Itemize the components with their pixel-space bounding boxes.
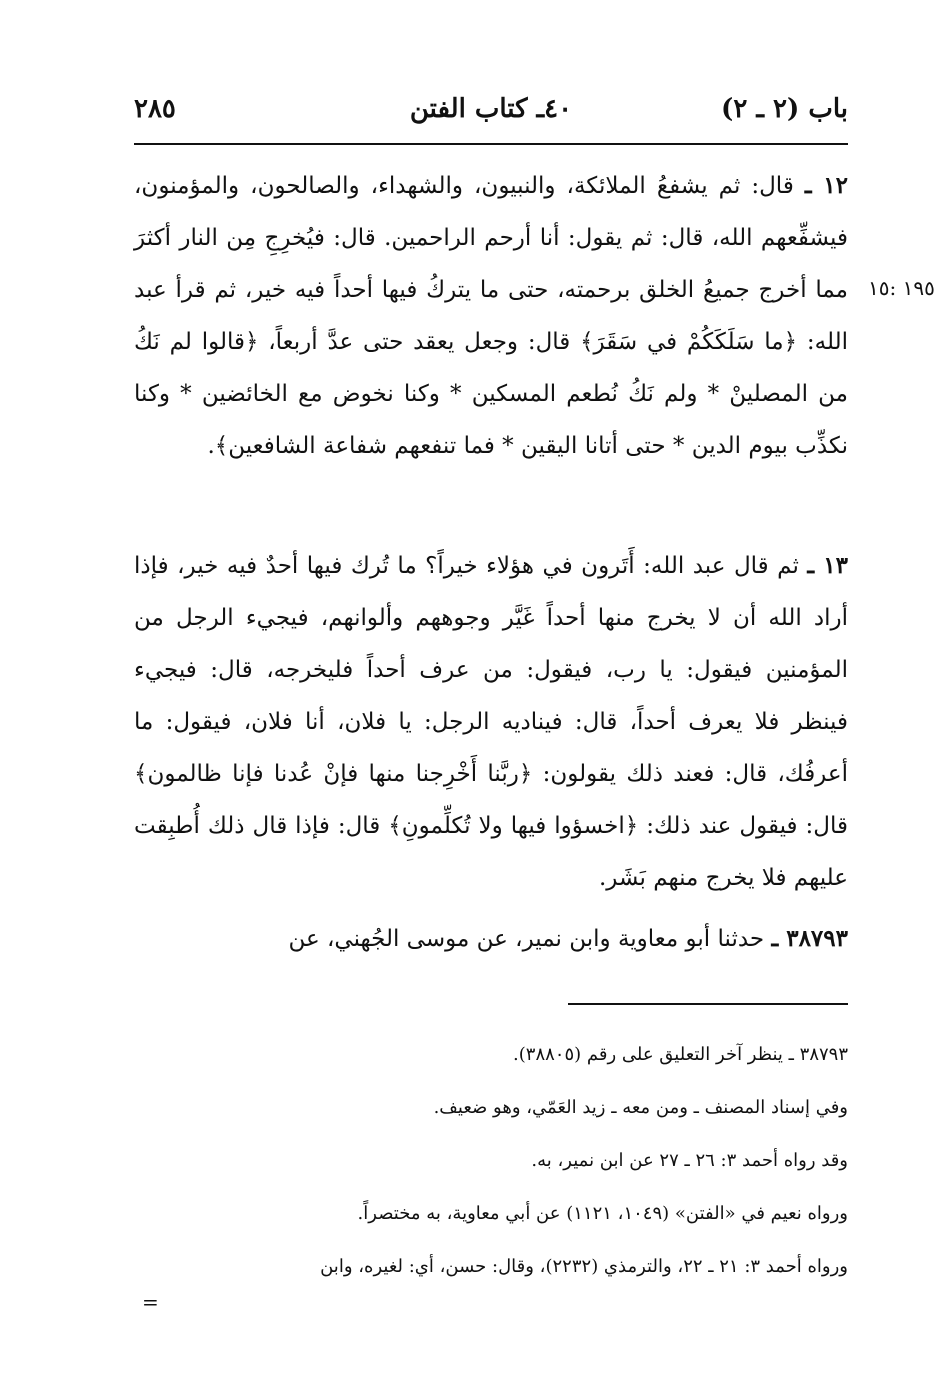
footnote-line: ورواه أحمد ٣: ٢١ ـ ٢٢، والترمذي (٢٢٣٢)، وقال: حسن، أي: لغيره، وابن: [320, 1256, 848, 1277]
header-rule: [134, 143, 848, 145]
page-number: ٢٨٥: [134, 94, 176, 124]
hadith-38793: [134, 913, 848, 965]
footnotes: [134, 1028, 848, 1293]
continuation-mark: =: [142, 1290, 159, 1314]
paragraph-number: ١٣ ـ: [807, 552, 849, 579]
footnote-line: وقد رواه أحمد ٣: ٢٦ ـ ٢٧ عن ابن نمير، به.: [531, 1150, 848, 1171]
paragraph-12: [134, 160, 848, 472]
page-header: [134, 90, 848, 134]
paragraph-text: ثم قال عبد الله: أَتَرون في هؤلاء خيراً؟ ما تُرك فيها أحدٌ فيه خير، فإذا أراد الله أن لا يخرج منها أحداً غَيَّر وجوههم وألوانهم، فيجيء الرجل من المؤمنين فيقول: يا رب، فيقول: من عرف أحداً فليخرجه، قال: فيجيء فينظر فلا يعرف أحداً، قال: فيناديه الرجل: يا فلان، أنا فلان، فيقول: ما أعرفُك، قال: فعند ذلك يقولون: ﴿ربَّنا أَخْرِجنا منها فإنْ عُدنا فإنا ظالمون﴾ قال: فيقول عند ذلك: ﴿اخسؤوا فيها ولا تُكلِّمونِ﴾ قال: فإذا قال ذلك أُطبِقت عليهم فلا يخرج منهم بَشَر.: [134, 553, 848, 891]
margin-reference: ١٩٥ :١٥: [868, 276, 935, 300]
footnote-line: ٣٨٧٩٣ ـ ينظر آخر التعليق على رقم (٣٨٨٠٥).: [513, 1044, 848, 1065]
paragraph-13: [134, 540, 848, 904]
paragraph-number: ١٢ ـ: [804, 172, 849, 199]
footnote-line: ورواه نعيم في «الفتن» (١٠٤٩، ١١٢١) عن أبي معاوية، به مختصراً.: [357, 1203, 848, 1224]
footnote-separator: [568, 1003, 848, 1005]
paragraph-text: حدثنا أبو معاوية وابن نمير، عن موسى الجُهني، عن: [288, 926, 765, 952]
footnote-line: وفي إسناد المصنف ـ ومن معه ـ زيد العَمّي، وهو ضعيف.: [433, 1097, 848, 1118]
paragraph-text: قال: ثم يشفعُ الملائكة، والنبيون، والشهداء، والصالحون، والمؤمنون، فيشفِّعهم الله، قال: ثم يقول: أنا أرحم الراحمين. قال: فيُخرِجِ مِن النار أكثرَ مما أخرج جميعُ الخلق برحمته، حتى ما يتركُ فيها أحداً فيه خير، ثم قرأ عبد الله: ﴿ما سَلَكَكُمْ في سَقَرَ﴾ قال: وجعل يعقد حتى عدَّ أربعاً، ﴿قالوا لم نَكُ من المصلينْ * ولم نَكُ نُطعم المسكين * وكنا نخوض مع الخائضين * وكنا نكذِّب بيوم الدين * حتى أتانا اليقين * فما تنفعهم شفاعة الشافعين﴾.: [134, 173, 848, 459]
header-section: باب (٢ ـ ٢): [721, 94, 848, 124]
header-title: ٤٠ـ كتاب الفتن: [409, 94, 573, 124]
hadith-number: ٣٨٧٩٣ ـ: [771, 925, 848, 952]
